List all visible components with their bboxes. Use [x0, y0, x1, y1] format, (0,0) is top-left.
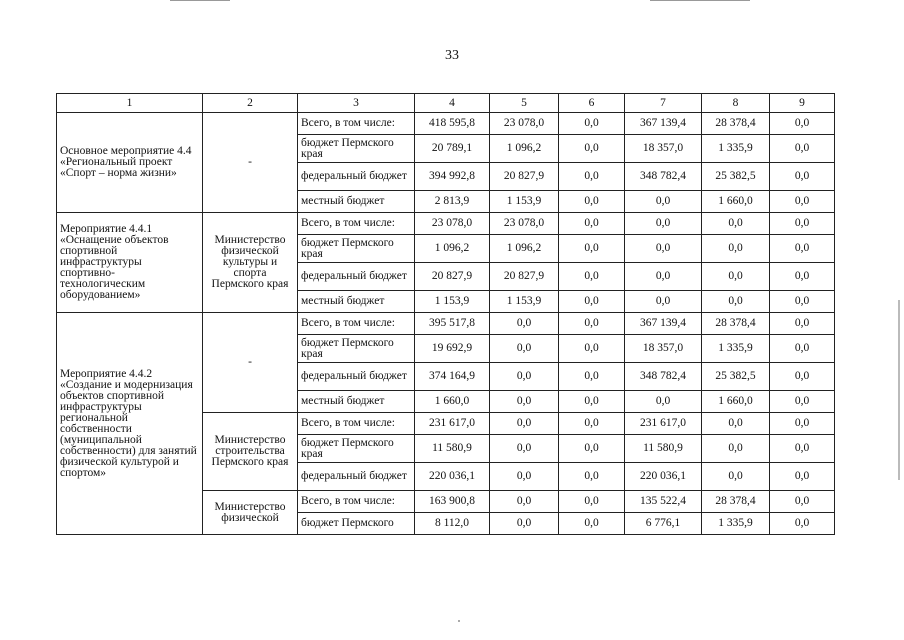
funding-source-cell: Всего, в том числе:: [298, 413, 415, 435]
amount-cell-col8: 25 382,5: [702, 163, 770, 191]
amount-cell-col8: 1 335,9: [702, 135, 770, 163]
budget-table: [56, 93, 835, 535]
amount-cell-col6: 0,0: [559, 191, 625, 213]
funding-source-cell: федеральный бюджет: [298, 363, 415, 391]
amount-cell-col5: 20 827,9: [490, 263, 559, 291]
table-row: [57, 313, 835, 335]
amount-cell-col4: 395 517,8: [415, 313, 490, 335]
amount-cell-col5: 23 078,0: [490, 113, 559, 135]
funding-source-cell: Всего, в том числе:: [298, 313, 415, 335]
amount-cell-col5: 0,0: [490, 513, 559, 535]
header-cell-7: 7: [625, 94, 702, 113]
amount-cell-col9: 0,0: [770, 491, 835, 513]
amount-cell-col8: 0,0: [702, 291, 770, 313]
amount-cell-col9: 0,0: [770, 513, 835, 535]
executor-cell: Министерство физической культуры и спорта Пермского края: [203, 213, 298, 313]
amount-cell-col7: 11 580,9: [625, 435, 702, 463]
funding-source-cell: бюджет Пермского края: [298, 335, 415, 363]
amount-cell-col7: 348 782,4: [625, 163, 702, 191]
amount-cell-col6: 0,0: [559, 463, 625, 491]
funding-source-cell: бюджет Пермского края: [298, 435, 415, 463]
scan-top-rule-right: [650, 0, 750, 1]
funding-source-cell: бюджет Пермского края: [298, 135, 415, 163]
amount-cell-col8: 0,0: [702, 435, 770, 463]
amount-cell-col6: 0,0: [559, 113, 625, 135]
amount-cell-col4: 394 992,8: [415, 163, 490, 191]
table-row: [57, 113, 835, 135]
amount-cell-col6: 0,0: [559, 335, 625, 363]
funding-source-cell: местный бюджет: [298, 291, 415, 313]
amount-cell-col7: 135 522,4: [625, 491, 702, 513]
funding-source-cell: Всего, в том числе:: [298, 491, 415, 513]
amount-cell-col5: 1 096,2: [490, 235, 559, 263]
funding-source-cell: Всего, в том числе:: [298, 113, 415, 135]
amount-cell-col8: 28 378,4: [702, 491, 770, 513]
table-row: [57, 213, 835, 235]
amount-cell-col6: 0,0: [559, 291, 625, 313]
header-cell-4: 4: [415, 94, 490, 113]
amount-cell-col7: 0,0: [625, 235, 702, 263]
amount-cell-col8: 28 378,4: [702, 113, 770, 135]
amount-cell-col7: 367 139,4: [625, 113, 702, 135]
header-cell-2: 2: [203, 94, 298, 113]
amount-cell-col7: 0,0: [625, 291, 702, 313]
amount-cell-col6: 0,0: [559, 163, 625, 191]
amount-cell-col9: 0,0: [770, 213, 835, 235]
header-cell-9: 9: [770, 94, 835, 113]
amount-cell-col9: 0,0: [770, 313, 835, 335]
amount-cell-col5: 0,0: [490, 313, 559, 335]
funding-source-cell: бюджет Пермского: [298, 513, 415, 535]
amount-cell-col4: 374 164,9: [415, 363, 490, 391]
amount-cell-col6: 0,0: [559, 363, 625, 391]
executor-cell: -: [203, 313, 298, 413]
amount-cell-col7: 0,0: [625, 263, 702, 291]
amount-cell-col6: 0,0: [559, 413, 625, 435]
amount-cell-col5: 0,0: [490, 413, 559, 435]
header-cell-6: 6: [559, 94, 625, 113]
amount-cell-col7: 0,0: [625, 191, 702, 213]
amount-cell-col9: 0,0: [770, 163, 835, 191]
amount-cell-col8: 1 660,0: [702, 191, 770, 213]
funding-source-cell: бюджет Пермского края: [298, 235, 415, 263]
amount-cell-col8: 25 382,5: [702, 363, 770, 391]
amount-cell-col6: 0,0: [559, 263, 625, 291]
amount-cell-col7: 367 139,4: [625, 313, 702, 335]
funding-source-cell: федеральный бюджет: [298, 163, 415, 191]
amount-cell-col5: 0,0: [490, 391, 559, 413]
event-name-cell: Основное мероприятие 4.4 «Региональный проект «Спорт – норма жизни»: [57, 113, 203, 213]
amount-cell-col8: 0,0: [702, 213, 770, 235]
executor-cell: Министерство физической: [203, 491, 298, 535]
amount-cell-col4: 1 096,2: [415, 235, 490, 263]
amount-cell-col9: 0,0: [770, 291, 835, 313]
header-row: [57, 94, 835, 113]
amount-cell-col4: 11 580,9: [415, 435, 490, 463]
amount-cell-col8: 1 335,9: [702, 335, 770, 363]
amount-cell-col4: 231 617,0: [415, 413, 490, 435]
amount-cell-col4: 20 827,9: [415, 263, 490, 291]
amount-cell-col9: 0,0: [770, 363, 835, 391]
scan-top-rule-left: [170, 0, 230, 1]
amount-cell-col6: 0,0: [559, 435, 625, 463]
funding-source-cell: Всего, в том числе:: [298, 213, 415, 235]
scan-edge-shadow: [898, 300, 900, 480]
amount-cell-col7: 18 357,0: [625, 135, 702, 163]
header-cell-1: 1: [57, 94, 203, 113]
amount-cell-col6: 0,0: [559, 313, 625, 335]
amount-cell-col4: 8 112,0: [415, 513, 490, 535]
amount-cell-col5: 0,0: [490, 363, 559, 391]
funding-source-cell: федеральный бюджет: [298, 463, 415, 491]
amount-cell-col5: 0,0: [490, 335, 559, 363]
amount-cell-col8: 1 660,0: [702, 391, 770, 413]
amount-cell-col5: 1 153,9: [490, 291, 559, 313]
amount-cell-col8: 1 335,9: [702, 513, 770, 535]
amount-cell-col4: 23 078,0: [415, 213, 490, 235]
amount-cell-col6: 0,0: [559, 513, 625, 535]
funding-source-cell: местный бюджет: [298, 191, 415, 213]
amount-cell-col6: 0,0: [559, 391, 625, 413]
amount-cell-col9: 0,0: [770, 391, 835, 413]
amount-cell-col7: 0,0: [625, 391, 702, 413]
event-name-cell: Мероприятие 4.4.1 «Оснащение объектов спортивной инфраструктуры спортивно-технологическим оборудованием»: [57, 213, 203, 313]
amount-cell-col9: 0,0: [770, 135, 835, 163]
amount-cell-col9: 0,0: [770, 335, 835, 363]
amount-cell-col4: 1 153,9: [415, 291, 490, 313]
amount-cell-col4: 418 595,8: [415, 113, 490, 135]
amount-cell-col9: 0,0: [770, 113, 835, 135]
amount-cell-col8: 0,0: [702, 263, 770, 291]
event-name-cell: Мероприятие 4.4.2 «Создание и модернизация объектов спортивной инфраструктуры региональной собственности (муниципальной собственности) для занятий физической культурой и спортом»: [57, 313, 203, 535]
amount-cell-col5: 1 096,2: [490, 135, 559, 163]
funding-source-cell: федеральный бюджет: [298, 263, 415, 291]
amount-cell-col9: 0,0: [770, 235, 835, 263]
amount-cell-col4: 2 813,9: [415, 191, 490, 213]
amount-cell-col9: 0,0: [770, 413, 835, 435]
executor-cell: -: [203, 113, 298, 213]
amount-cell-col9: 0,0: [770, 435, 835, 463]
amount-cell-col6: 0,0: [559, 213, 625, 235]
amount-cell-col5: 0,0: [490, 435, 559, 463]
amount-cell-col7: 18 357,0: [625, 335, 702, 363]
amount-cell-col7: 0,0: [625, 213, 702, 235]
amount-cell-col5: 0,0: [490, 463, 559, 491]
amount-cell-col4: 220 036,1: [415, 463, 490, 491]
scan-speck: [458, 620, 460, 622]
amount-cell-col7: 231 617,0: [625, 413, 702, 435]
amount-cell-col6: 0,0: [559, 135, 625, 163]
amount-cell-col7: 348 782,4: [625, 363, 702, 391]
amount-cell-col5: 0,0: [490, 491, 559, 513]
amount-cell-col8: 28 378,4: [702, 313, 770, 335]
amount-cell-col4: 1 660,0: [415, 391, 490, 413]
amount-cell-col9: 0,0: [770, 191, 835, 213]
amount-cell-col5: 1 153,9: [490, 191, 559, 213]
amount-cell-col9: 0,0: [770, 463, 835, 491]
amount-cell-col9: 0,0: [770, 263, 835, 291]
amount-cell-col4: 163 900,8: [415, 491, 490, 513]
amount-cell-col5: 23 078,0: [490, 213, 559, 235]
header-cell-5: 5: [490, 94, 559, 113]
header-cell-8: 8: [702, 94, 770, 113]
amount-cell-col6: 0,0: [559, 491, 625, 513]
amount-cell-col4: 19 692,9: [415, 335, 490, 363]
amount-cell-col5: 20 827,9: [490, 163, 559, 191]
executor-cell: Министерство строительства Пермского края: [203, 413, 298, 491]
page-number: 33: [445, 48, 459, 63]
amount-cell-col6: 0,0: [559, 235, 625, 263]
amount-cell-col8: 0,0: [702, 235, 770, 263]
amount-cell-col7: 220 036,1: [625, 463, 702, 491]
funding-source-cell: местный бюджет: [298, 391, 415, 413]
amount-cell-col4: 20 789,1: [415, 135, 490, 163]
header-cell-3: 3: [298, 94, 415, 113]
amount-cell-col8: 0,0: [702, 413, 770, 435]
amount-cell-col7: 6 776,1: [625, 513, 702, 535]
amount-cell-col8: 0,0: [702, 463, 770, 491]
